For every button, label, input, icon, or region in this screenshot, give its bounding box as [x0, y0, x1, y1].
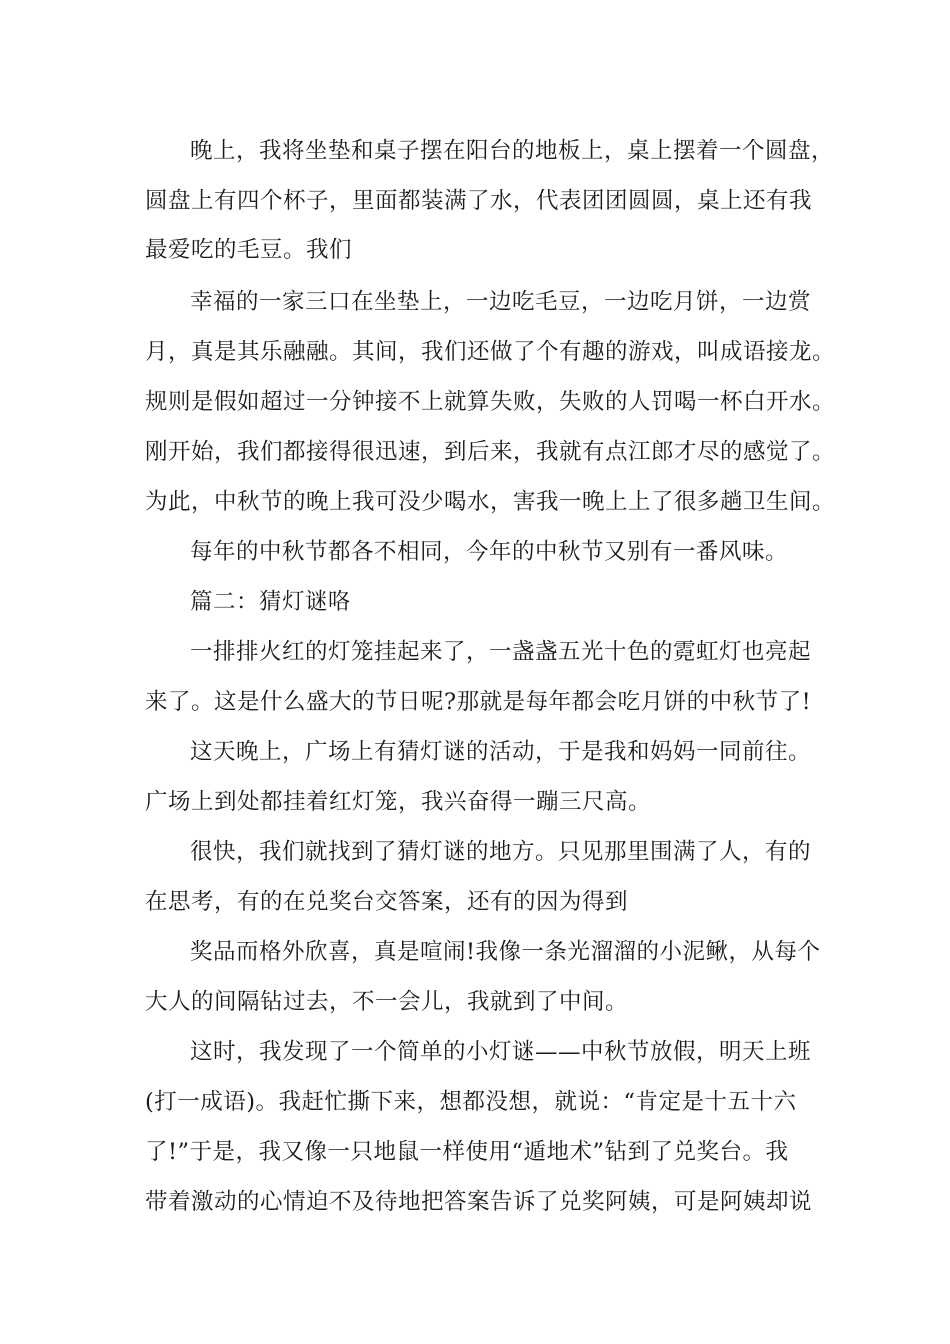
- text-line-16: 在思考，有的在兑奖台交答案，还有的因为得到: [145, 889, 629, 915]
- text-line-8: 为此，中秋节的晚上我可没少喝水，害我一晚上上了很多趟卫生间。: [145, 489, 836, 515]
- text-line-4: 幸福的一家三口在坐垫上，一边吃毛豆，一边吃月饼，一边赏: [190, 289, 812, 315]
- text-line-19: 这时，我发现了一个简单的小灯谜——中秋节放假，明天上班: [190, 1039, 812, 1065]
- text-line-18: 大人的间隔钻过去，不一会儿，我就到了中间。: [145, 989, 629, 1015]
- text-line-13: 这天晚上，广场上有猜灯谜的活动，于是我和妈妈一同前往。: [190, 739, 812, 765]
- text-line-1: 晚上，我将坐垫和桌子摆在阳台的地板上，桌上摆着一个圆盘，: [190, 138, 835, 164]
- text-line-2: 圆盘上有四个杯子，里面都装满了水，代表团团圆圆，桌上还有我: [145, 188, 813, 214]
- text-line-5: 月，真是其乐融融。其间，我们还做了个有趣的游戏，叫成语接龙。: [145, 339, 836, 365]
- text-line-14: 广场上到处都挂着红灯笼，我兴奋得一蹦三尺高。: [145, 789, 652, 815]
- text-line-22: 带着激动的心情迫不及待地把答案告诉了兑奖阿姨，可是阿姨却说: [145, 1189, 813, 1215]
- text-line-11: 一排排火红的灯笼挂起来了，一盏盏五光十色的霓虹灯也亮起: [190, 639, 812, 665]
- text-line-15: 很快，我们就找到了猜灯谜的地方。只见那里围满了人，有的: [190, 839, 812, 865]
- section-heading: 篇二：猜灯谜咯: [190, 589, 352, 615]
- text-line-17: 奖品而格外欣喜，真是喧闹!我像一条光溜溜的小泥鳅，从每个: [190, 939, 821, 965]
- text-line-20: (打一成语)。我赶忙撕下来，想都没想，就说：“肯定是十五十六: [145, 1089, 797, 1115]
- text-line-12: 来了。这是什么盛大的节日呢?那就是每年都会吃月饼的中秋节了!: [145, 689, 812, 715]
- text-line-6: 规则是假如超过一分钟接不上就算失败，失败的人罚喝一杯白开水。: [145, 389, 836, 415]
- text-line-7: 刚开始，我们都接得很迅速，到后来，我就有点江郎才尽的感觉了。: [145, 439, 836, 465]
- text-line-9: 每年的中秋节都各不相同，今年的中秋节又别有一番风味。: [190, 539, 789, 565]
- text-line-3: 最爱吃的毛豆。我们: [145, 237, 353, 263]
- text-line-21: 了!”于是，我又像一只地鼠一样使用“遁地术”钻到了兑奖台。我: [145, 1139, 789, 1165]
